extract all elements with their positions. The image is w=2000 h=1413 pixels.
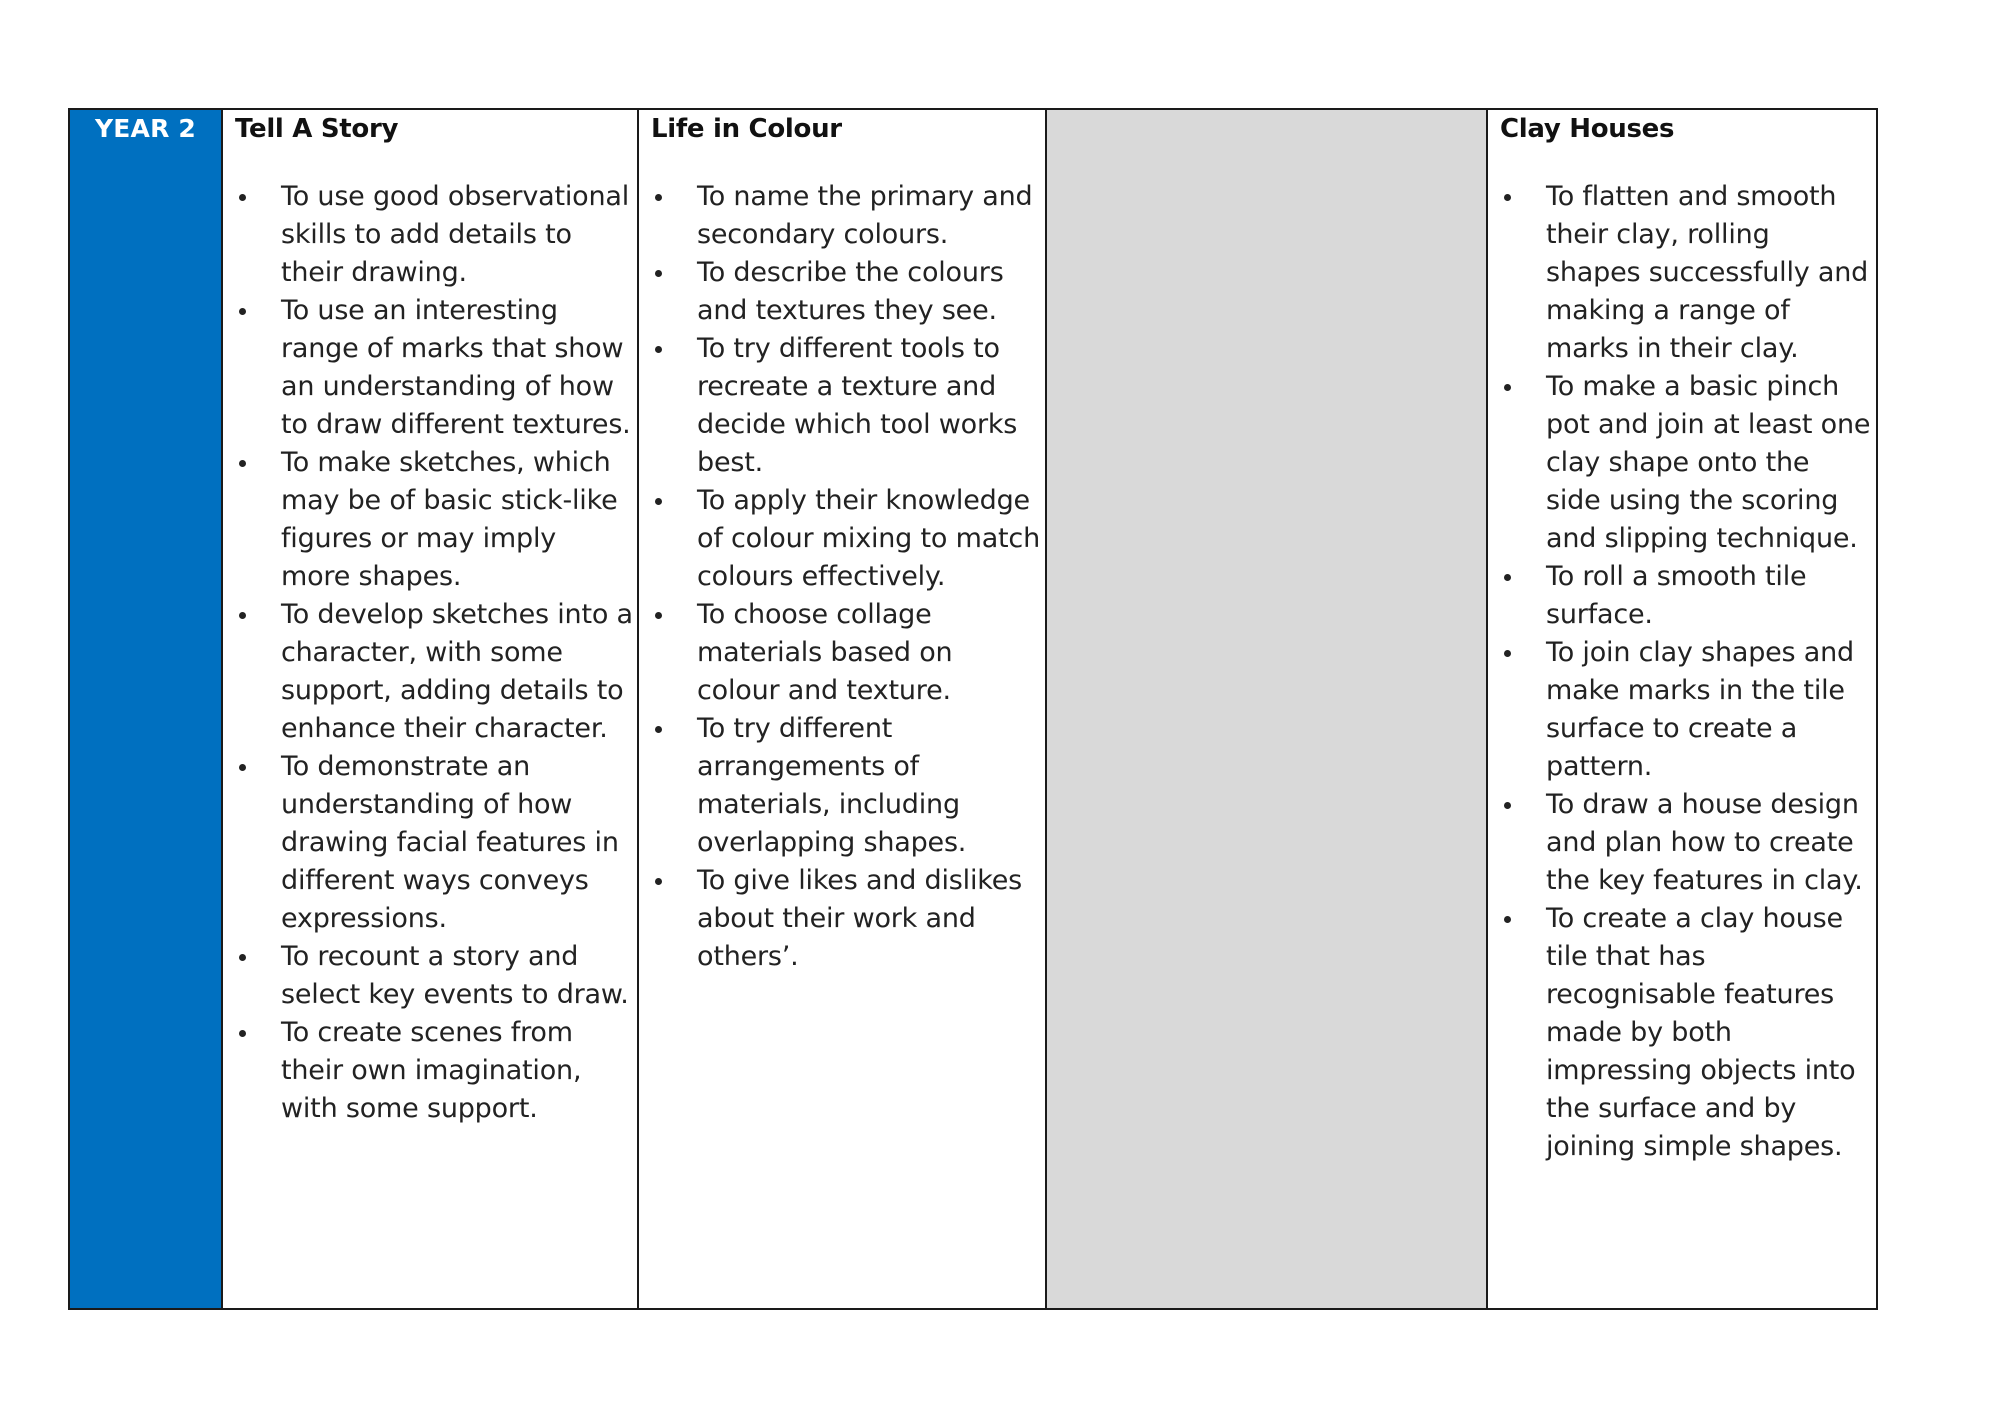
objective-item: To draw a house design and plan how to create the key features in clay. <box>1500 786 1872 900</box>
year-label: YEAR 2 <box>94 114 197 143</box>
objective-item: To apply their knowledge of colour mixing to match colours effectively. <box>651 482 1041 596</box>
objective-item: To try different arrangements of materials, including overlapping shapes. <box>651 710 1041 862</box>
objective-item: To roll a smooth tile surface. <box>1500 558 1872 634</box>
objective-item: To create scenes from their own imagination, with some support. <box>235 1014 633 1128</box>
unit-title: Clay Houses <box>1500 114 1675 144</box>
objective-item: To make a basic pinch pot and join at least one clay shape onto the side using the scoring and slipping technique. <box>1500 368 1872 558</box>
objective-item: To recount a story and select key events to draw. <box>235 938 633 1014</box>
objective-item: To create a clay house tile that has recognisable features made by both impressing objects into the surface and by joining simple shapes. <box>1500 900 1872 1166</box>
objective-item: To join clay shapes and make marks in the tile surface to create a pattern. <box>1500 634 1872 786</box>
year-label-cell <box>70 110 223 1308</box>
unit-cell-life-in-colour <box>639 110 1047 1308</box>
objective-item: To develop sketches into a character, with some support, adding details to enhance their character. <box>235 596 633 748</box>
unit-cell-tell-a-story <box>223 110 639 1308</box>
curriculum-table <box>68 108 1878 1310</box>
unit-cell-clay-houses <box>1488 110 1876 1308</box>
objective-item: To describe the colours and textures they see. <box>651 254 1041 330</box>
objective-item: To flatten and smooth their clay, rolling shapes successfully and making a range of marks in their clay. <box>1500 178 1872 368</box>
objective-item: To use good observational skills to add details to their drawing. <box>235 178 633 292</box>
unit-title: Life in Colour <box>651 114 842 144</box>
unit-title: Tell A Story <box>235 114 399 144</box>
objective-item: To name the primary and secondary colours. <box>651 178 1041 254</box>
objective-item: To try different tools to recreate a texture and decide which tool works best. <box>651 330 1041 482</box>
objectives-list <box>223 178 637 1128</box>
empty-cell <box>1047 110 1488 1308</box>
objectives-list <box>1488 178 1876 1166</box>
objective-item: To demonstrate an understanding of how drawing facial features in different ways conveys expressions. <box>235 748 633 938</box>
objective-item: To use an interesting range of marks that show an understanding of how to draw different textures. <box>235 292 633 444</box>
objectives-list <box>639 178 1045 976</box>
objective-item: To make sketches, which may be of basic stick-like figures or may imply more shapes. <box>235 444 633 596</box>
objective-item: To give likes and dislikes about their work and others’. <box>651 862 1041 976</box>
objective-item: To choose collage materials based on colour and texture. <box>651 596 1041 710</box>
